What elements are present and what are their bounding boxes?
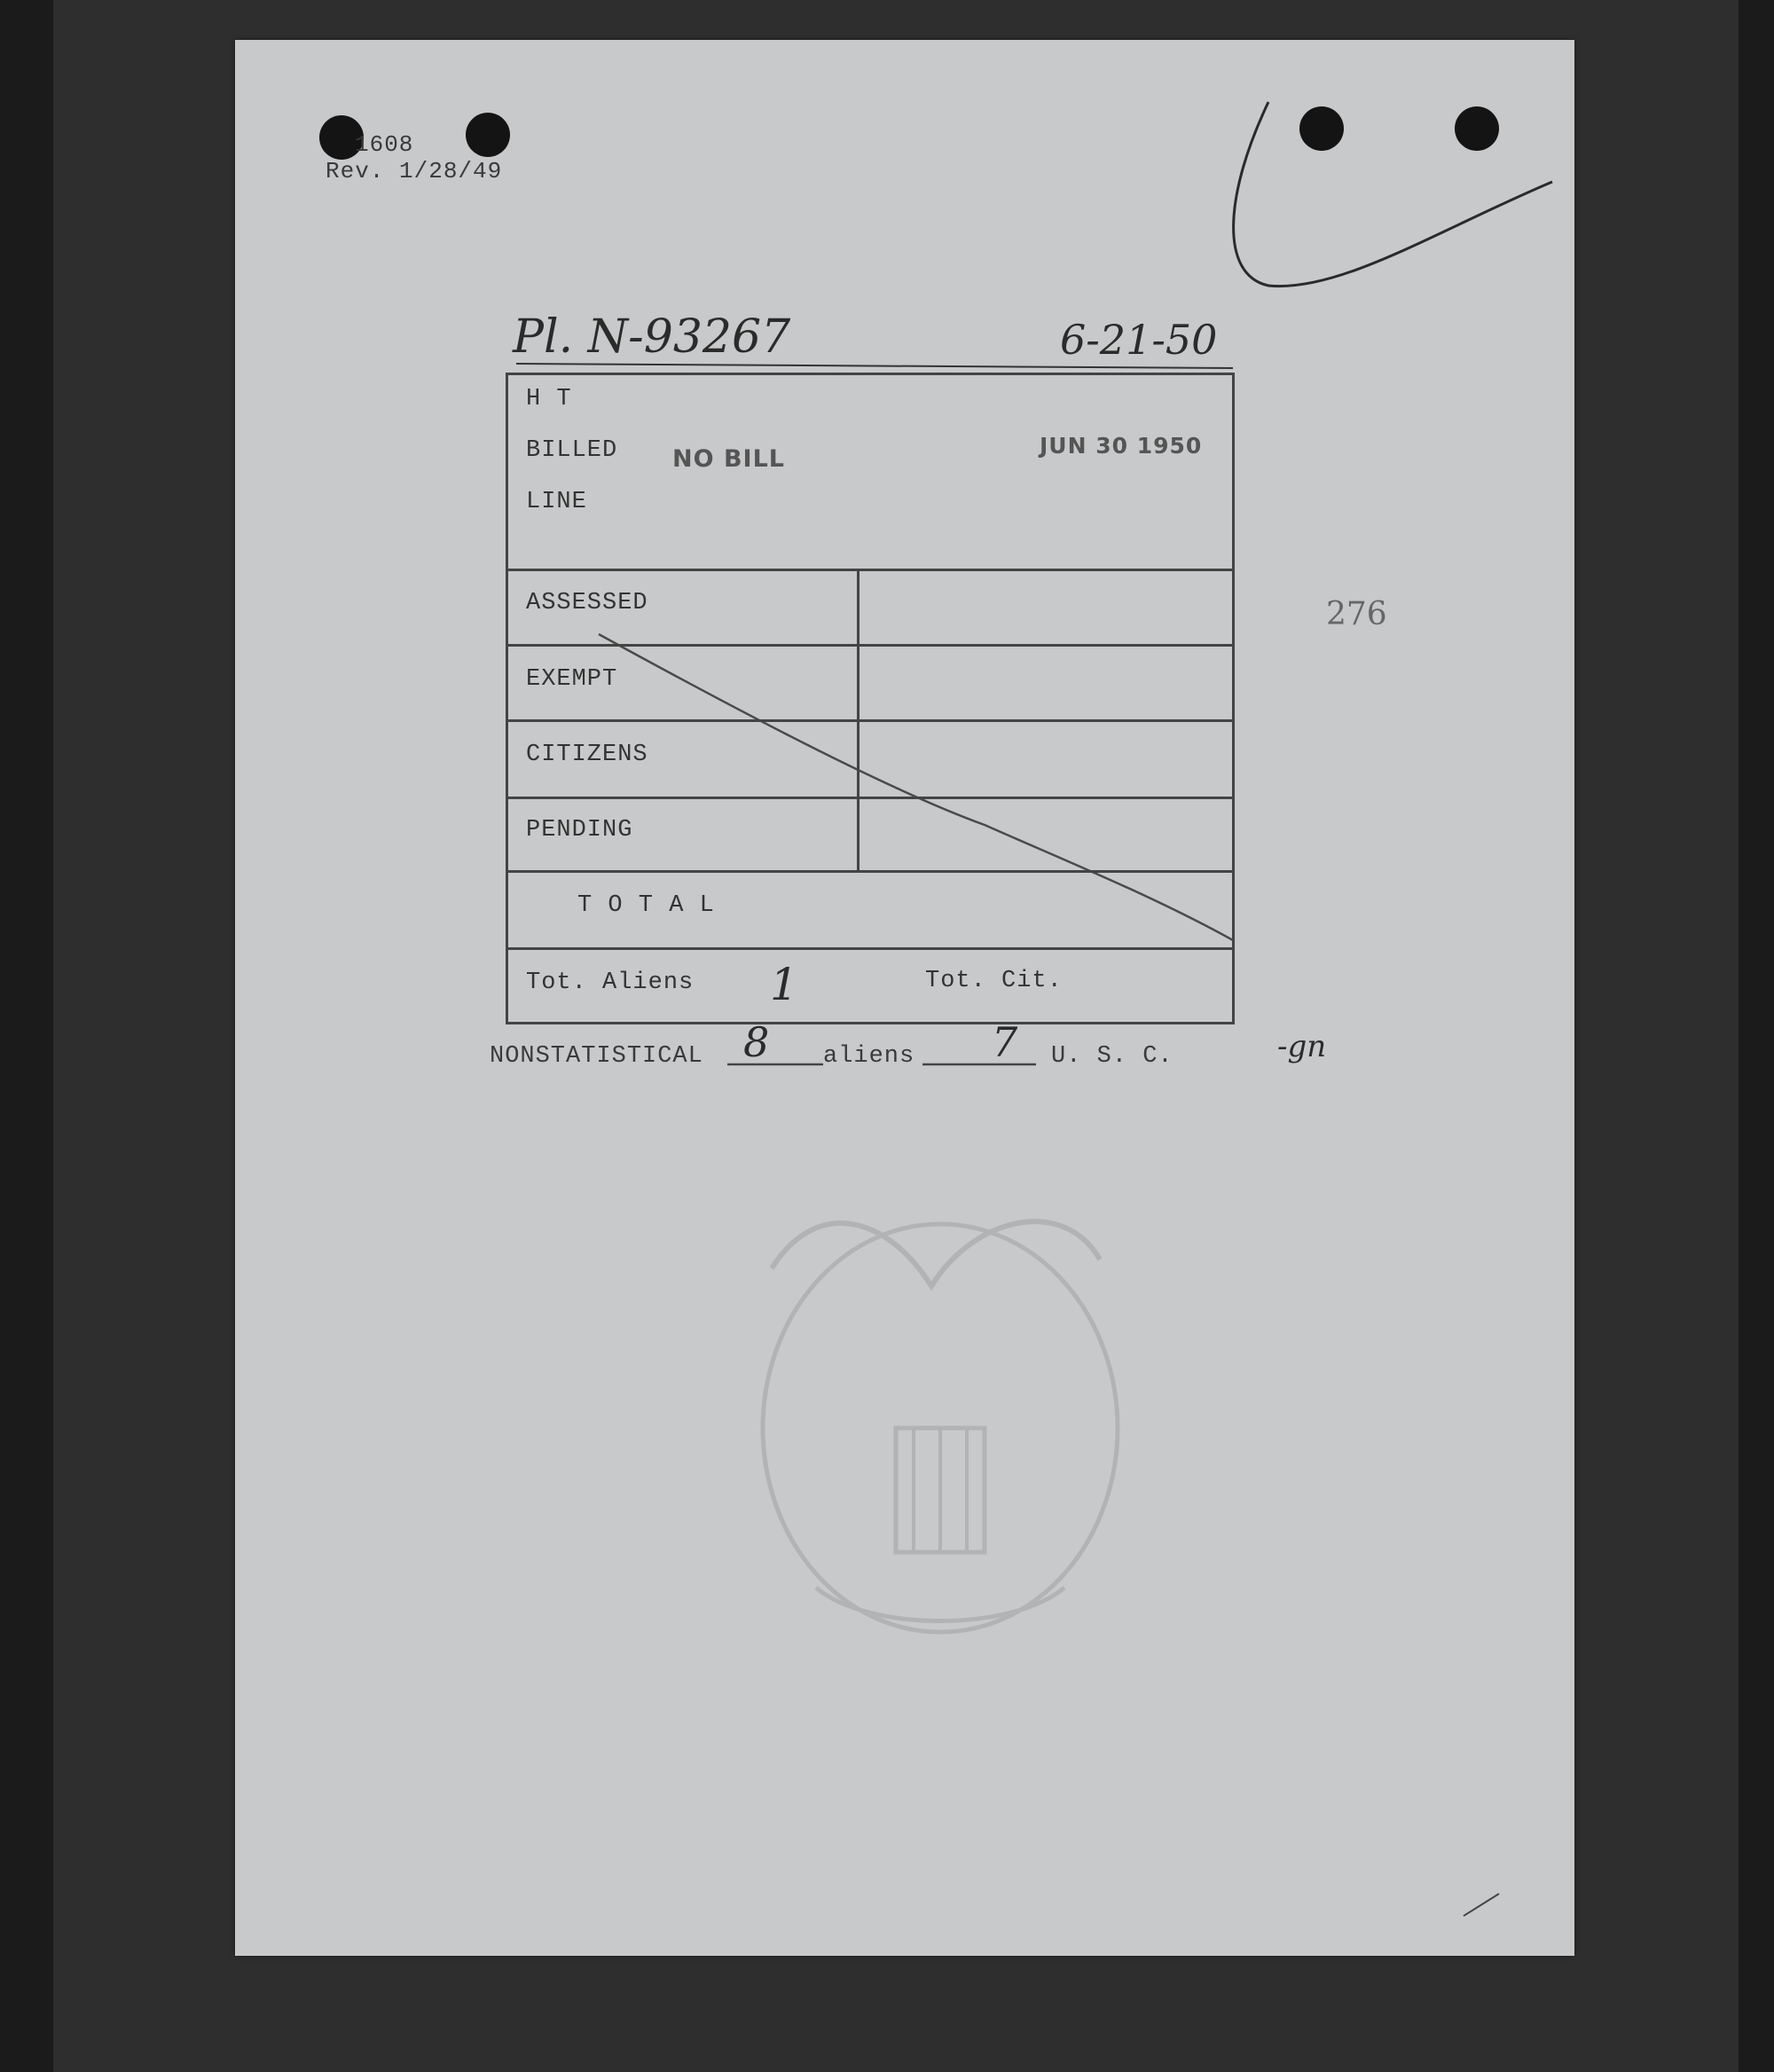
- handwritten-initials: -gn: [1277, 1029, 1327, 1064]
- row-label-citizens: CITIZENS: [526, 742, 648, 768]
- total-label: T O T A L: [577, 892, 715, 919]
- divider-header: [508, 569, 1232, 571]
- nonstatistical-label: NONSTATISTICAL: [490, 1043, 703, 1070]
- aliens-label: aliens: [823, 1043, 915, 1070]
- divider-citizens: [508, 797, 1232, 799]
- divider-pending: [508, 870, 1232, 873]
- form-number: 1608: [355, 131, 414, 158]
- handwritten-nonstat-usc: 7: [992, 1018, 1018, 1066]
- punch-hole-right-1: [1299, 106, 1344, 151]
- received-date-stamp: JUN 30 1950: [1040, 433, 1203, 459]
- tally-form-table: [506, 373, 1235, 1024]
- footer-label-citizens: Tot. Cit.: [925, 968, 1063, 994]
- usc-label: U. S. C.: [1051, 1043, 1174, 1070]
- punch-hole-right-2: [1455, 106, 1499, 151]
- sheet-number-stamp: 276: [1326, 596, 1387, 632]
- handwritten-date: 6-21-50: [1060, 316, 1218, 364]
- handwritten-file-reference: Pl. N-93267: [513, 310, 791, 364]
- column-divider: [857, 569, 860, 870]
- punch-hole-left-2: [466, 113, 510, 157]
- no-bill-stamp: NO BILL: [672, 445, 785, 473]
- handwritten-nonstat-aliens: 8: [743, 1018, 770, 1066]
- header-line-line: LINE: [526, 489, 587, 515]
- header-line-billed: BILLED: [526, 437, 618, 464]
- row-label-assessed: ASSESSED: [526, 590, 648, 616]
- header-line-ht: H T: [526, 386, 572, 412]
- row-label-exempt: EXEMPT: [526, 666, 618, 693]
- divider-total: [508, 947, 1232, 950]
- form-revision: Rev. 1/28/49: [326, 158, 503, 184]
- divider-assessed: [508, 644, 1232, 647]
- handwritten-aliens-count: 1: [770, 959, 798, 1010]
- footer-label-aliens: Tot. Aliens: [526, 969, 695, 996]
- divider-exempt: [508, 719, 1232, 722]
- row-label-pending: PENDING: [526, 817, 633, 844]
